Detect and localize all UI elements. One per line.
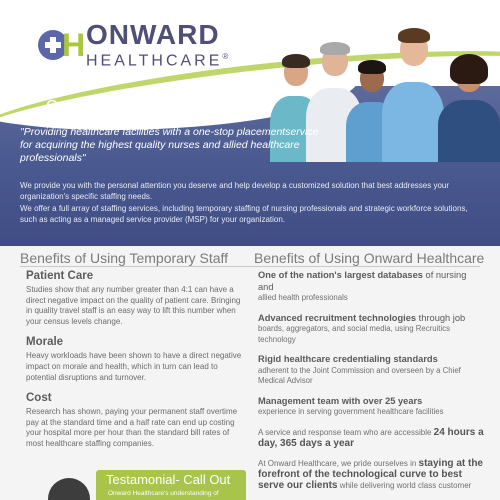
mission-paragraph: We offer a full array of staffing services, including temporary staffing of nursing professionals and strategic workforce solutions, such as acting as a managed service provider (MSP) for your organization.: [20, 204, 468, 224]
benefit-bold: Management team with over 25 years: [258, 395, 423, 406]
benefit-heading: [258, 354, 484, 366]
benefit-text: Research has shown, paying your permanent staff overtime pay at the standard time and a half rate can end up costing your hospital more per hour than the standard bill rates of most healthcare staffing companies.: [26, 407, 238, 448]
benefit-bold: Rigid healthcare credentialing standards: [258, 354, 438, 364]
benefit-rest: through job: [416, 312, 466, 323]
mission-title: Our Mision: [46, 98, 124, 115]
benefit-item: [258, 313, 484, 346]
benefit-text: adherent to the Joint Commission and overseen by a Chief Medical Advisor: [258, 365, 461, 385]
temporary-staff-benefits: [26, 270, 244, 459]
closing-highlight: staying at the forefront of the technological curve to best serve our clients: [258, 457, 483, 491]
figure-body: [382, 82, 444, 162]
benefit-text: Studies show that any number greater than 4:1 can have a direct negative impact on the quality of patient care. Bringing in quality travel staff is an easy way to lift this number when your census levels change.: [26, 285, 241, 326]
logo: [38, 19, 229, 70]
closing-text: At Onward Healthcare, we pride ourselves in: [258, 458, 419, 468]
figure-hair: [320, 42, 350, 55]
testimonial-text: Onward Healthcare's understanding of: [108, 490, 219, 497]
temporary-staff-title: Benefits of Using Temporary Staff: [20, 250, 229, 266]
staff-figure: [436, 52, 500, 162]
logo-text: [86, 19, 229, 70]
benefit-heading: Morale: [26, 336, 64, 349]
testimonial-title: Testamonial- Call Out: [106, 472, 231, 487]
benefit-item: [258, 396, 484, 418]
benefit-text: Heavy workloads have been shown to have a direct negative impact on morale and health, which in turn can lead to potential disruptions and turnover.: [26, 351, 242, 382]
hero-section: [0, 0, 500, 246]
benefit-item: [258, 354, 484, 387]
figure-hair: [450, 54, 488, 84]
benefit-item: [26, 270, 244, 327]
logo-name: ONWARD: [86, 19, 220, 50]
mission-quote: "Providing healthcare facilities with a one-stop placementservice for acquiring the highest quality nurses and allied healthcare professionals": [20, 126, 319, 164]
closing-rest: while delivering world class customer: [337, 480, 472, 490]
medical-cross-icon: [45, 37, 61, 53]
logo-mark: [38, 26, 86, 66]
benefit-heading: Patient Care: [26, 270, 94, 282]
logo-sub: [86, 48, 228, 70]
benefit-text: boards, aggregators, and social media, using Recruitics technology: [258, 324, 450, 344]
mission-paragraph: We provide you with the personal attention you deserve and help develop a customized solution that best addresses your organization's specific staffing needs.: [20, 181, 450, 201]
onward-benefits: [258, 270, 484, 491]
benefit-rest: of nursing and: [258, 270, 467, 292]
logo-letter: H: [62, 27, 86, 64]
benefit-item: [26, 336, 244, 383]
service-highlight: 24 hours a day, 365 days a year: [258, 426, 484, 449]
benefit-heading: [258, 270, 484, 293]
logo-reg: ®: [222, 52, 229, 61]
staff-figure: [382, 26, 444, 162]
benefit-bold: Advanced recruitment technologies: [258, 312, 417, 323]
benefit-item: [26, 392, 244, 449]
figure-hair: [398, 28, 430, 43]
testimonial-callout: [96, 470, 246, 500]
figure-body: [438, 100, 500, 162]
benefit-heading: [258, 313, 484, 325]
section-divider: [20, 266, 480, 267]
service-text: A service and response team who are accessible: [258, 427, 434, 437]
benefit-item: [258, 270, 484, 304]
benefit-heading: Cost: [26, 392, 52, 405]
benefit-text: allied health professionals: [258, 293, 348, 302]
benefit-bold: One of the nation's largest databases: [258, 270, 423, 280]
benefit-heading: [258, 396, 484, 408]
closing-statement: [258, 458, 484, 491]
benefit-text: experience in serving government healthcare facilities: [258, 407, 444, 416]
service-statement: [258, 427, 484, 449]
onward-benefits-title: Benefits of Using Onward Healthcare: [254, 250, 485, 266]
logo-sub-text: HEALTHCARE: [86, 52, 223, 70]
